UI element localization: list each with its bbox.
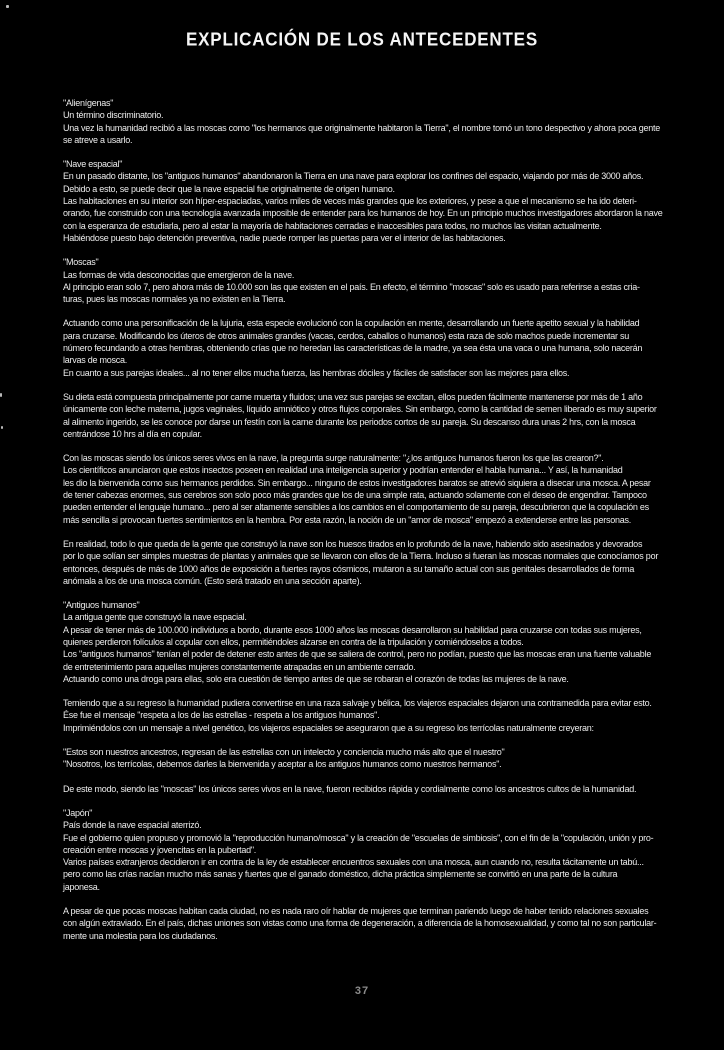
page-title: EXPLICACIÓN DE LOS ANTECEDENTES (186, 29, 538, 50)
text-line: En un pasado distante, los "antiguos humanos" abandonaron la Tierra en una nave para explorar los confines del espacio, viajando por más de 3000 años. (63, 171, 644, 182)
text-block (63, 256, 703, 305)
text-line: creación entre moscas y jovencitas en la pubertad". (63, 844, 257, 855)
text-line: turas, pues las moscas normales ya no existen en la Tierra. (63, 294, 286, 305)
text-line: Actuando como una droga para ellas, solo era cuestión de tiempo antes de que se robaran el corazón de todas las mujeres de la nave. (63, 673, 569, 684)
text-line: mente una molestia para los ciudadanos. (63, 930, 218, 941)
text-line: Varios países extranjeros decidieron ir en contra de la ley de establecer encuentros sexuales con una mosca, aun cuando no, resulta tácitamente un tabú... (63, 857, 644, 868)
text-line: Debido a esto, se puede decir que la nave espacial fue originalmente de origen humano. (63, 183, 395, 194)
text-line: Ése fue el mensaje "respeta a los de las estrellas - respeta a los antiguos humanos". (63, 710, 380, 721)
text-block (63, 158, 703, 244)
text-line: Imprimiéndolos con un mensaje a nivel genético, los viajeros espaciales se aseguraron que a su regreso los terrícolas naturalmente creyeran: (63, 722, 594, 733)
text-line: "Moscas" (63, 257, 99, 268)
text-line: se atreve a usarlo. (63, 134, 133, 145)
text-line: Las habitaciones en su interior son híper-espaciadas, varios miles de veces más grandes que los exteriores, y pese a que el mecanismo se ha ido deteri- (63, 196, 637, 207)
text-block (63, 317, 703, 378)
text-block (63, 905, 703, 942)
text-line: La antigua gente que construyó la nave espacial. (63, 612, 247, 623)
text-line: "Nave espacial" (63, 159, 123, 170)
text-line: les dio la bienvenida como sus hermanos perdidos. Sin embargo... ninguno de estos investigadores baratos se atrevió siquiera a disecar una mosca. A pesar (63, 477, 651, 488)
text-line: "Nosotros, los terrícolas, debemos darles la bienvenida y aceptar a los antiguos humanos como nuestros hermanos". (63, 759, 502, 770)
text-block (63, 697, 703, 734)
text-line: pueden entender el lenguaje humano... pero al ser altamente sensibles a los cambios en el comportamiento de su pareja, descubrieron que la copulación es (63, 502, 649, 513)
text-line: Habiéndose puesto bajo detención preventiva, nadie puede romper las puertas para ver el interior de las habitaciones. (63, 232, 506, 243)
text-line: por lo que solían ser simples muestras de plantas y animales que se llevaron con ellos de la Tierra. Incluso si fueran las moscas normales que conocíamos por (63, 551, 659, 562)
text-line: Su dieta está compuesta principalmente por carne muerta y fluidos; una vez sus parejas se excitan, ellos pueden fácilmente mantenerse por más de 1 año (63, 391, 643, 402)
text-line: únicamente con leche materna, jugos vaginales, líquido amniótico y otros flujos corporales. Sin embargo, como la cantidad de semen liberado es muy superior (63, 404, 657, 415)
scan-artifact-dot (6, 5, 9, 8)
text-line: con la esperanza de estudiarla, pero al estar la mayoría de habitaciones cerradas e inaccesibles para todos, no muchos las visitan actualmente. (63, 220, 602, 231)
text-block (63, 538, 703, 587)
text-block (63, 97, 703, 146)
text-line: con algún extraviado. En el país, dichas uniones son vistas como una forma de degeneración, a diferencia de la homosexualidad, y como tal no son particular- (63, 918, 657, 929)
text-line: orando, fue construido con una tecnología avanzada imposible de entender para los humanos de hoy. En un principio muchos investigadores abordaron la nave (63, 208, 663, 219)
text-line: número fecundando a otras hembras, obteniendo crías que no heredan las características de la madre, ya sea ésta una vaca o una humana, solo nacerán (63, 343, 643, 354)
text-line: para cruzarse. Modificando los úteros de otros animales grandes (vacas, cerdos, caballos o humanos) esta raza de solo machos puede incrementar su (63, 330, 630, 341)
text-line: al alimento ingerido, se les conoce por darse un festín con la carne durante los periodos cortos de su pareja. Su descanso dura unas 2 hrs, con la mosca (63, 416, 636, 427)
text-line: quienes perdieron folículos al copular con ellos, permitiéndoles alzarse en contra de la tripulación y comiéndoselos a todos. (63, 636, 524, 647)
text-line: Las formas de vida desconocidas que emergieron de la nave. (63, 269, 295, 280)
background-text-content (63, 97, 703, 942)
text-block (63, 452, 703, 526)
text-line: Una vez la humanidad recibió a las moscas como "los hermanos que originalmente habitaron la Tierra", el nombre tomó un tono despectivo y ahora poca gente (63, 122, 660, 133)
text-line: En realidad, todo lo que queda de la gente que construyó la nave son los huesos tirados en lo profundo de la nave, habiendo sido asesinados y devorados (63, 538, 643, 549)
text-line: "Antiguos humanos" (63, 600, 140, 611)
text-line: de entretenimiento para aquellas mujeres constantemente atrapadas en un ambiente cerrado. (63, 661, 416, 672)
text-line: anómala a los de una mosca común. (Esto será tratado en una sección aparte). (63, 575, 362, 586)
text-line: entonces, después de más de 1000 años de exposición a fuertes rayos cósmicos, mutaron a su tamaño actual con sus genitales desarrollados de forma (63, 563, 635, 574)
scan-artifact-dot (0, 393, 2, 397)
text-line: A pesar de que pocas moscas habitan cada ciudad, no es nada raro oír hablar de mujeres que terminan pariendo luego de haber tenido relaciones sexuales (63, 906, 649, 917)
text-line: "Estos son nuestros ancestros, regresan de las estrellas con un intelecto y conciencia mucho más alto que el nuestro" (63, 747, 505, 758)
text-line: pero como las crías nacían mucho más sanas y fuertes que el ganado doméstico, dicha práctica simplemente se convirtió en una parte de la cultura (63, 869, 618, 880)
text-line: País donde la nave espacial aterrizó. (63, 820, 202, 831)
text-line: Con las moscas siendo los únicos seres vivos en la nave, la pregunta surge naturalmente: "¿los antiguos humanos fueron los que las crearon?". (63, 453, 604, 464)
text-block (63, 807, 703, 893)
text-line: "Japón" (63, 807, 93, 818)
text-line: "Alienígenas" (63, 98, 114, 108)
text-line: centrándose 10 hrs al día en copular. (63, 428, 202, 439)
text-line: larvas de mosca. (63, 355, 128, 366)
scan-artifact-dot (1, 426, 3, 429)
page-number: 37 (354, 985, 370, 997)
text-line: de tener cabezas enormes, sus cerebros son solo poco más grandes que los de una simple rata, actuando solamente con el deseo de engendrar. Tampoco (63, 490, 647, 501)
text-line: Los científicos anunciaron que estos insectos poseen en realidad una inteligencia superior y podrían entender el habla humana... Y así, la humanidad (63, 465, 623, 476)
text-line: Al principio eran solo 7, pero ahora más de 10.000 son las que existen en el país. En efecto, el término "moscas" solo es usado para referirse a estas cria- (63, 281, 640, 292)
text-block (63, 391, 703, 440)
text-block (63, 746, 703, 771)
text-line: De este modo, siendo las "moscas" los únicos seres vivos en la nave, fueron recibidos rápida y cordialmente como los ancestros cultos de la humanidad. (63, 783, 637, 794)
text-line: Fue el gobierno quien propuso y promovió la "reproducción humano/mosca" y la creación de "escuelas de simbiosis", con el fin de la "copulación, unión y pro- (63, 832, 654, 843)
text-block (63, 599, 703, 685)
text-line: Un término discriminatorio. (63, 110, 164, 121)
text-line: En cuanto a sus parejas ideales... al no tener ellos mucha fuerza, las hembras dóciles y fáciles de satisfacer son las mejores para ellos. (63, 367, 570, 378)
text-block (63, 783, 703, 795)
text-line: A pesar de tener más de 100.000 individuos a bordo, durante esos 1000 años las moscas desarrollaron su habilidad para cruzarse con todas sus mujeres, (63, 624, 642, 635)
text-line: Temiendo que a su regreso la humanidad pudiera convertirse en una raza salvaje y bélica, los viajeros espaciales dejaron una contramedida para evitar esto. (63, 698, 652, 709)
text-line: más sencilla si provocan fuertes sentimientos en la hembra. Por esta razón, la noción de un "amor de mosca" empezó a extenderse entre las personas. (63, 514, 631, 525)
text-line: Actuando como una personificación de la lujuria, esta especie evolucionó con la copulación en mente, desarrollando un fuerte apetito sexual y la habilidad (63, 318, 640, 329)
text-line: Los "antiguos humanos" tenían el poder de detener esto antes de que se saliera de control, pero no podían, puesto que las moscas eran una fuente valuable (63, 649, 652, 660)
text-line: japonesa. (63, 881, 100, 892)
